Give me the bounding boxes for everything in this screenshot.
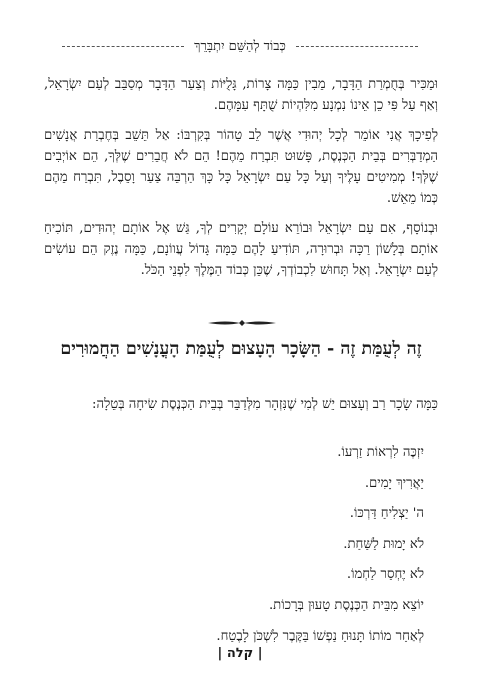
header-rule-right xyxy=(296,46,418,47)
body-text xyxy=(44,74,438,290)
section-heading: זֶה לְעֻמַּת זֶה - הַשָּׂכָר הָעָצוּם לְעֻמַּת הָעֳנָשִׁים הַחֲמוּרִים xyxy=(60,339,422,359)
running-header xyxy=(62,38,418,54)
list-item: לֹא יָמוּת לַשַּׁחַת. xyxy=(343,536,424,552)
header-title: כְּבוֹד לְהַשֵּׁם יִתְבָּרֵךְ xyxy=(194,39,286,54)
paragraph-1: וּמַכִּיר בְּחֻמְרַת הַדָּבָר, מֵבִין כַּמָּה צָרוֹת, גָּלֻיּוֹת וְצַעַר הַדָּבָר מְסַבֵּב לְעַם יִשְׂרָאֵל, וְאַף עַל פִּי כֵן אֵינוֹ נִמְנָע מִלִּהְיוֹת שֻׁתָּף עִמָּהֶם. xyxy=(44,77,438,113)
list-item: יִזְכֶּה לִרְאוֹת זַרְעוֹ. xyxy=(337,445,424,460)
page-number: | קלה | xyxy=(217,646,263,661)
list-item: לֹא יֶחְסַר לַחְמוֹ. xyxy=(346,567,424,583)
list-item: ה' יַצְלִיחַ דַּרְכּוֹ. xyxy=(349,506,424,522)
paragraph-2: לְפִיכָךְ אֲנִי אוֹמֵר לְכָל יְהוּדִי אֲשֶׁר לֵב טָהוֹר בְּקִרְבּוֹ: אַל תֵּשֵׁב בְּחֶבְרַת אֲנָשִׁים הַמְדַבְּרִים בְּבֵית הַכְּנֶסֶת, פָּשׁוּט תִּבְרַח מֵהֶם! הֵם לֹא חֲבֵרִים שֶׁלְּךָ, הֵם אוֹיְבִים שֶׁלְּךָ! מְמִיטִים עָלֶיךָ וְעַל כָּל עַם יִשְׂרָאֵל כָּל כָּךְ הַרְבֵּה צַעַר וָסֵבֶל, תִּבְרַח מֵהֶם כְּמוֹ מֵאֵשׁ. xyxy=(44,128,438,206)
header-rule-left xyxy=(62,46,184,47)
section-intro: כַּמָּה שָׂכָר רַב וְעָצוּם יֵשׁ לְמִי שֶׁנִּזְהָר מִלְּדַבֵּר בְּבֵית הַכְּנֶסֶת שִׂיחָה בְּטֵלָה: xyxy=(92,397,438,412)
blessings-list xyxy=(44,442,424,656)
list-item: יַאֲרִיךְ יָמִים. xyxy=(364,475,424,491)
paragraph-3: וּבְנוֹסָף, אִם עַם יִשְׂרָאֵל וּבוֹרֵא עוֹלָם יְקָרִים לְךָ, גַּשׁ אֶל אוֹתָם יְהוּדִים, תּוֹכִיחַ אוֹתָם בְּלָשׁוֹן רַכָּה וּבְרוּרָה, תּוֹדִיעַ לָהֶם כַּמָּה גָּדוֹל עֲווֹנָם, כַּמָּה נֶזֶק הֵם עוֹשִׂים לְעַם יִשְׂרָאֵל. וְאַל תָּחוּשׁ לִכְבוֹדְךָ, שֶׁכֵּן כְּבוֹד הַמֶּלֶךְ לִפְנֵי הַכֹּל. xyxy=(44,221,438,278)
list-item: לְאַחַר מוֹתוֹ תָּנוּחַ נַפְשׁוֹ בַּקֶּבֶר לִשְׁכֹּן לָבֶטַח. xyxy=(216,628,424,644)
list-item: יוֹצֵא מִבֵּית הַכְּנֶסֶת טָעוּן בְּרָכוֹת. xyxy=(268,597,424,613)
section-divider-ornament xyxy=(206,319,278,327)
